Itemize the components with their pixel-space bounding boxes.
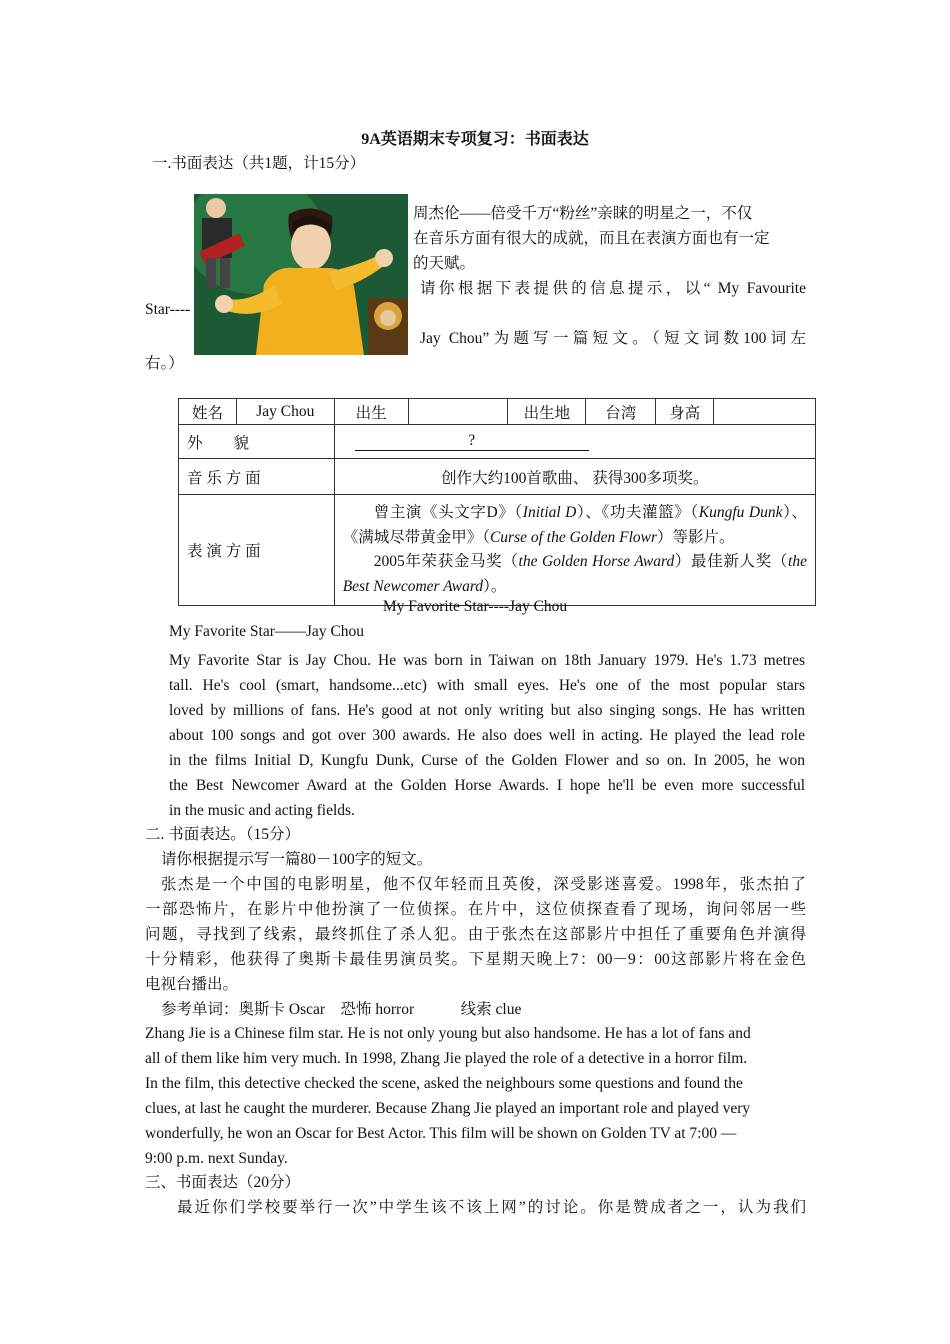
prompt-line: 张杰是一个中国的电影明星，他不仅年轻而且英俊，深受影迷喜爱。1998年，张杰拍了 xyxy=(161,876,806,893)
reference-words: 参考单词：奥斯卡 Oscar 恐怖 horror 线索 clue xyxy=(161,1001,522,1018)
intro-line: 右。） xyxy=(145,355,184,372)
intro-line: Star---- xyxy=(145,301,191,318)
table-row xyxy=(179,459,816,495)
essay-line: the Best Newcomer Award at the Golden Horse Awards. I hope he'll be even more successful xyxy=(169,777,805,794)
prompt-line: 一部恐怖片，在影片中他扮演了一位侦探。在片中，这位侦探查看了现场，询问邻居一些 xyxy=(145,901,806,918)
essay-body xyxy=(169,648,805,823)
prompt-line: 十分精彩，他获得了奥斯卡最佳男演员奖。下星期天晚上7：00－9：00这部影片将在金色 xyxy=(145,951,806,968)
table-row xyxy=(179,399,816,425)
table-cell: 出生地 xyxy=(508,399,586,425)
essay-line: in the films Initial D, Kungfu Dunk, Curse of the Golden Flower and so on. In 2005, he won xyxy=(169,752,805,769)
document-title: 9A英语期末专项复习：书面表达 xyxy=(361,131,589,148)
essay-line: loved by millions of fans. He's good at not only writing but also singing songs. He has written xyxy=(169,702,805,719)
table-row xyxy=(179,495,816,606)
essay-title: My Favorite Star——Jay Chou xyxy=(169,623,365,640)
table-row xyxy=(179,425,816,459)
essay-line: tall. He's cool (smart, handsome...etc) with small eyes. He's one of the most popular stars xyxy=(169,677,805,694)
intro-line: 在音乐方面有很大的成就，而且在表演方面也有一定 xyxy=(413,230,770,247)
table-cell: 台湾 xyxy=(586,399,656,425)
section-2-answer xyxy=(145,1021,806,1171)
answer-line: 9:00 p.m. next Sunday. xyxy=(145,1150,288,1167)
answer-line: clues, at last he caught the murderer. Because Zhang Jie played an important role and played very xyxy=(145,1100,751,1117)
intro-line: Jay Chou”为题写一篇短文。（短文词数100词左 xyxy=(420,330,806,347)
essay-line: in the music and acting fields. xyxy=(169,802,355,819)
info-table xyxy=(178,398,816,606)
section-2-prompt xyxy=(145,872,806,997)
music-label: 音 乐 方 面 xyxy=(179,459,335,495)
table-cell: Jay Chou xyxy=(236,399,334,425)
music-value: 创作大约100首歌曲、 获得300多项奖。 xyxy=(334,459,815,495)
table-cell: 出生 xyxy=(334,399,408,425)
acting-label: 表 演 方 面 xyxy=(179,495,335,606)
section-2-instruction: 请你根据提示写一篇80－100字的短文。 xyxy=(161,851,433,868)
appearance-label: 外 貌 xyxy=(179,425,335,459)
essay-line: My Favorite Star is Jay Chou. He was born in Taiwan on 18th January 1979. He's 1.73 metres xyxy=(169,652,805,669)
prompt-line: 电视台播出。 xyxy=(145,976,239,993)
jay-chou-photo xyxy=(194,194,408,355)
section-1-heading: 一.书面表达（共1题，计15分） xyxy=(152,155,366,172)
appearance-value: ? xyxy=(334,425,815,459)
section-3-prompt: 最近你们学校要举行一次”中学生该不该上网”的讨论。你是赞成者之一，认为我们 xyxy=(177,1199,806,1216)
intro-line: 周杰伦——倍受千万“粉丝”亲睐的明星之一，不仅 xyxy=(413,205,753,222)
acting-paragraph: 2005年荣获金马奖（the Golden Horse Award）最佳新人奖（the Best Newcomer Award）。 xyxy=(342,553,807,595)
intro-line: 请你根据下表提供的信息提示，以“ My Favourite xyxy=(420,280,806,297)
table-cell: 身高 xyxy=(656,399,714,425)
section-3-heading: 三、书面表达（20分） xyxy=(145,1174,301,1191)
prompt-line: 问题，寻找到了线索，最终抓住了杀人犯。由于张杰在这部影片中担任了重要角色并演得 xyxy=(145,926,806,943)
acting-value xyxy=(334,495,815,606)
answer-line: Zhang Jie is a Chinese film star. He is not only young but also handsome. He has a lot of fans and xyxy=(145,1025,751,1042)
answer-line: In the film, this detective checked the scene, asked the neighbours some questions and found the xyxy=(145,1075,743,1092)
answer-line: all of them like him very much. In 1998, Zhang Jie played the role of a detective in a horror film. xyxy=(145,1050,748,1067)
essay-title-centered: My Favorite Star----Jay Chou xyxy=(382,598,568,615)
section-2-heading: 二. 书面表达。（15分） xyxy=(145,826,301,843)
table-cell: 姓名 xyxy=(179,399,237,425)
table-cell xyxy=(714,399,816,425)
table-cell xyxy=(408,399,508,425)
intro-line: 的天赋。 xyxy=(413,255,476,272)
answer-line: wonderfully, he won an Oscar for Best Actor. This film will be shown on Golden TV at 7:00 — xyxy=(145,1125,737,1142)
acting-paragraph: 曾主演《头文字D》（Initial D）、《功夫灌篮》（Kungfu Dunk）、《满城尽带黄金甲》（Curse of the Golden Flowr）等影片。 xyxy=(342,504,807,546)
essay-line: about 100 songs and got over 300 awards. He also does well in acting. He played the lead role xyxy=(169,727,805,744)
